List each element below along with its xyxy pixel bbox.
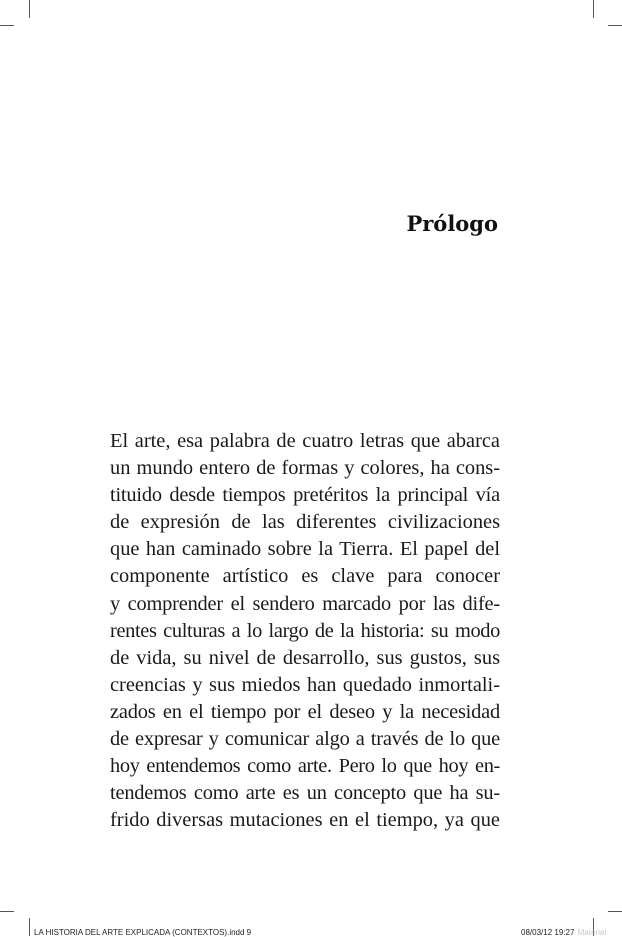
text-line: tituido desde tiempos pretéritos la principal vía — [110, 484, 500, 507]
crop-mark-bottom-left-h — [0, 911, 14, 912]
crop-mark-bottom-left — [29, 918, 30, 936]
text-line: un mundo entero de formas y colores, ha cons- — [110, 457, 500, 480]
crop-mark-top-right-h — [608, 25, 622, 26]
text-line: de expresión de las diferentes civilizaciones — [110, 511, 500, 534]
text-line: El arte, esa palabra de cuatro letras que abarca — [110, 430, 500, 452]
slug-time: 19:27 — [554, 928, 575, 937]
crop-mark-top-left — [29, 0, 30, 18]
prologue-text — [110, 428, 500, 834]
crop-mark-bottom-right-h — [608, 911, 622, 912]
slug-date: 08/03/12 — [521, 928, 553, 937]
slug-file-label: LA HISTORIA DEL ARTE EXPLICADA (CONTEXTOS).indd 9 — [34, 928, 252, 937]
text-line: y comprender el sendero marcado por las dife- — [110, 592, 500, 615]
crop-mark-top-left-h — [0, 25, 14, 26]
text-line: rentes culturas a lo largo de la historia: su modo — [110, 619, 500, 642]
chapter-title: Prólogo — [406, 211, 498, 237]
text-line: creencias y sus miedos han quedado inmortali- — [110, 673, 500, 696]
text-line: frido diversas mutaciones en el tiempo, ya que — [110, 809, 500, 832]
text-line: tendemos como arte es un concepto que ha su- — [110, 782, 500, 805]
text-line: de vida, su nivel de desarrollo, sus gustos, sus — [110, 646, 500, 669]
text-line: componente artístico es clave para conocer — [110, 565, 500, 588]
text-line: hoy entendemos como arte. Pero lo que hoy en- — [110, 755, 500, 778]
text-line: que han caminado sobre la Tierra. El papel del — [110, 538, 500, 561]
text-line: de expresar y comunicar algo a través de lo que — [110, 728, 500, 751]
text-line: zados en el tiempo por el deseo y la necesidad — [110, 700, 500, 723]
crop-mark-top-right — [593, 0, 594, 18]
watermark-text: Material — [577, 928, 607, 937]
